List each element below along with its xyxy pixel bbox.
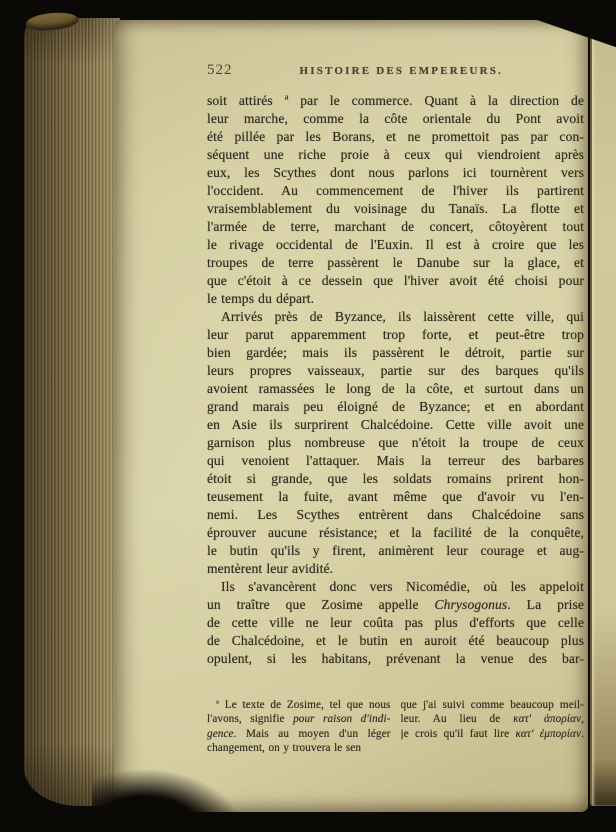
text-line: gence. Mais au moyen d'un léger (207, 727, 391, 740)
paragraph (207, 92, 584, 308)
paragraph (207, 308, 584, 578)
text-line: été pillée par les Borans, et ne promettoit pas par con- (207, 129, 584, 144)
footnotes (207, 698, 584, 756)
footnote-column-right (401, 698, 585, 756)
bottom-left-corner-shadow (92, 770, 242, 832)
text-line: étoit si grande, que les soldats romains prirent hon- (207, 471, 584, 486)
text-line: que c'étoit à ce dessein que l'hiver avoit été choisi pour (207, 273, 584, 288)
text-line: éprouver aucune résistance; et la facilité de la conquête, (207, 525, 584, 540)
text-line: le rivage occidental de l'Euxin. Il est à croire que les (207, 237, 584, 252)
text-line: en Asie ils surprirent Chalcédoine. Cette ville avoit une (207, 417, 584, 432)
text-line: le butin qu'ils y firent, animèrent leur courage et aug- (207, 543, 584, 558)
text-line: $^a$ Le texte de Zosime, tel que nous (216, 698, 391, 711)
text-line: l'occident. Au commencement de l'hiver ils partirent (207, 183, 584, 198)
text-line: leur parut apparemment trop forte, et peut-être trop (207, 327, 584, 342)
text-line: eux, les Scythes dont nous parlons ici tournèrent vers (207, 165, 584, 180)
text-line: l'avons, signifie pour raison d'indi- (207, 713, 391, 726)
top-right-shadow (506, 0, 616, 52)
book-fore-edge-right (590, 26, 616, 806)
text-line: séquent une riche proie à ceux qui viendroient après (207, 147, 584, 162)
text-line: opulent, si les habitans, prévenant la venue des bar- (207, 651, 584, 666)
text-line: Ils s'avancèrent donc vers Nicomédie, où les appeloit (221, 579, 584, 594)
text-line: teusement la fuite, avant même que d'avoir vu l'en- (207, 489, 584, 504)
text-line: le temps du départ. (207, 291, 315, 306)
text-line: nemi. Les Scythes entrèrent dans Chalcédoine sans (207, 507, 584, 522)
text-line: soit attirés $^a$ par le commerce. Quant à la direction de (207, 92, 584, 108)
text-line: je crois qu'il faut lire κατ' ἐμπορίαν. (400, 727, 584, 740)
printed-text-block (207, 62, 584, 756)
text-line: l'armée de terre, marchant de concert, côtoyèrent tout (207, 219, 584, 234)
text-line: leur marche, comme la côte orientale du Pont avoit (207, 111, 584, 126)
text-line: que j'ai suivi comme beaucoup meil- (400, 699, 584, 711)
page-header (207, 62, 584, 80)
text-line: qui venoient l'attaquer. Mais la terreur des barbares (207, 453, 584, 468)
text-line: un traître que Zosime appelle Chrysogonus. La prise (207, 597, 584, 612)
text-line: bien gardée; mais ils passèrent le détroit, partie sur (207, 345, 584, 360)
body-text (207, 92, 584, 756)
text-line: vraisemblablement du voisinage du Tanaïs. La flotte et (207, 201, 584, 216)
text-line: changement, on y trouvera le sen (207, 742, 362, 755)
book-page-edges-left (24, 18, 120, 806)
text-line: troupes de terre passèrent le Danube sur la glace, et (207, 255, 584, 270)
text-line: de cette ville ne leur coûta pas plus d'efforts que celle (207, 615, 584, 630)
paragraph (207, 578, 584, 668)
running-title: HISTOIRE DES EMPEREURS. (299, 65, 504, 77)
footnote-column-left (207, 698, 391, 756)
text-line: grand marais peu éloigné de Byzance; et en abordant (207, 399, 584, 414)
text-line: leurs propres vaisseaux, partie sur des barques qu'ils (207, 363, 584, 378)
text-line: Arrivés près de Byzance, ils laissèrent cette ville, qui (221, 309, 584, 324)
page-number: 522 (207, 62, 233, 78)
text-line: de Chalcédoine, et le butin en auroit été beaucoup plus (207, 633, 584, 648)
text-line: leur. Au lieu de κατ' ἀπορίαν, (400, 713, 584, 726)
text-line: mentèrent leur avidité. (207, 561, 334, 576)
book-page (114, 20, 588, 812)
text-line: garnison plus nombreuse que n'étoit la troupe de ceux (207, 435, 584, 450)
text-line: avoient ramassées le long de la côte, et surtout dans un (207, 381, 584, 396)
